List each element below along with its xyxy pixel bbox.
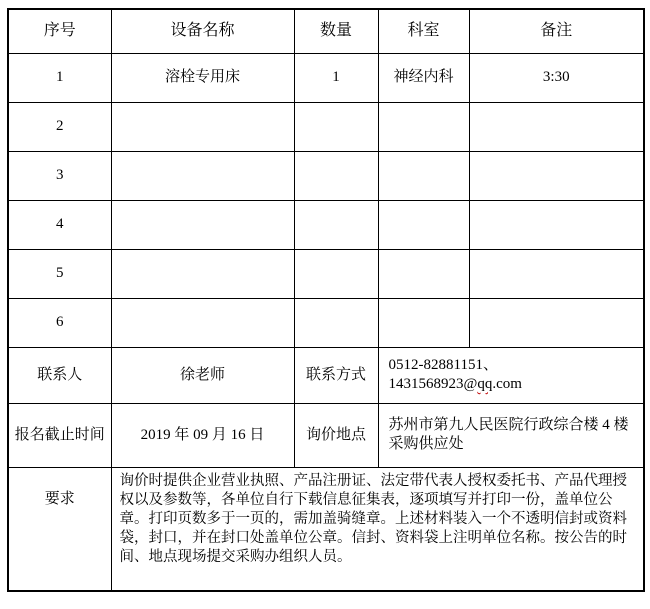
cell-equipment-name — [111, 102, 294, 151]
cell-quantity — [294, 298, 378, 347]
cell-remark — [469, 200, 644, 249]
cell-serial: 3 — [8, 151, 111, 200]
cell-remark: 3:30 — [469, 53, 644, 102]
cell-remark — [469, 151, 644, 200]
deadline-row — [8, 403, 644, 467]
contact-person-label: 联系人 — [8, 347, 111, 403]
header-cell-serial: 序号 — [8, 9, 111, 53]
contact-method-value — [378, 347, 644, 403]
inquiry-location-value: 苏州市第九人民医院行政综合楼 4 楼采购供应处 — [378, 403, 644, 467]
cell-department — [378, 249, 469, 298]
table-row — [8, 200, 644, 249]
requirements-label: 要求 — [8, 467, 111, 591]
contact-phone-email-prefix: 0512-82881151、 1431568923@ — [388, 357, 498, 392]
header-cell-quantity: 数量 — [294, 9, 378, 53]
cell-remark — [469, 102, 644, 151]
cell-quantity — [294, 102, 378, 151]
header-cell-remark: 备注 — [469, 9, 644, 53]
contact-email-misspelled-part: qq — [477, 376, 493, 392]
cell-department — [378, 102, 469, 151]
cell-remark — [469, 249, 644, 298]
cell-department: 神经内科 — [378, 53, 469, 102]
cell-serial: 6 — [8, 298, 111, 347]
equipment-inquiry-table — [7, 8, 645, 592]
cell-serial: 1 — [8, 53, 111, 102]
table-row — [8, 102, 644, 151]
cell-department — [378, 151, 469, 200]
contact-person-value: 徐老师 — [111, 347, 294, 403]
contact-email-suffix: .com — [492, 376, 522, 392]
contact-row — [8, 347, 644, 403]
cell-equipment-name — [111, 249, 294, 298]
requirements-row — [8, 467, 644, 591]
cell-remark — [469, 298, 644, 347]
cell-quantity — [294, 151, 378, 200]
table-row — [8, 298, 644, 347]
cell-equipment-name: 溶栓专用床 — [111, 53, 294, 102]
contact-method-label: 联系方式 — [294, 347, 378, 403]
table-row — [8, 151, 644, 200]
cell-serial: 5 — [8, 249, 111, 298]
cell-department — [378, 200, 469, 249]
deadline-label: 报名截止时间 — [8, 403, 111, 467]
cell-equipment-name — [111, 200, 294, 249]
header-cell-equipment-name: 设备名称 — [111, 9, 294, 53]
table-row — [8, 249, 644, 298]
table-row — [8, 53, 644, 102]
cell-department — [378, 298, 469, 347]
inquiry-location-label: 询价地点 — [294, 403, 378, 467]
header-row — [8, 9, 644, 53]
cell-equipment-name — [111, 151, 294, 200]
cell-serial: 2 — [8, 102, 111, 151]
cell-quantity: 1 — [294, 53, 378, 102]
cell-serial: 4 — [8, 200, 111, 249]
cell-equipment-name — [111, 298, 294, 347]
cell-quantity — [294, 200, 378, 249]
header-cell-department: 科室 — [378, 9, 469, 53]
deadline-date: 2019 年 09 月 16 日 — [111, 403, 294, 467]
cell-quantity — [294, 249, 378, 298]
requirements-text: 询价时提供企业营业执照、产品注册证、法定带代表人授权委托书、产品代理授权以及参数等，各单位自行下载信息征集表，逐项填写并打印一份，盖单位公章。打印页数多于一页的，需加盖骑缝章。上述材料装入一个不透明信封或资料袋，封口，并在封口处盖单位公章。信封、资料袋上注明单位名称。按公告的时间、地点现场提交采购办组织人员。 — [111, 467, 644, 591]
